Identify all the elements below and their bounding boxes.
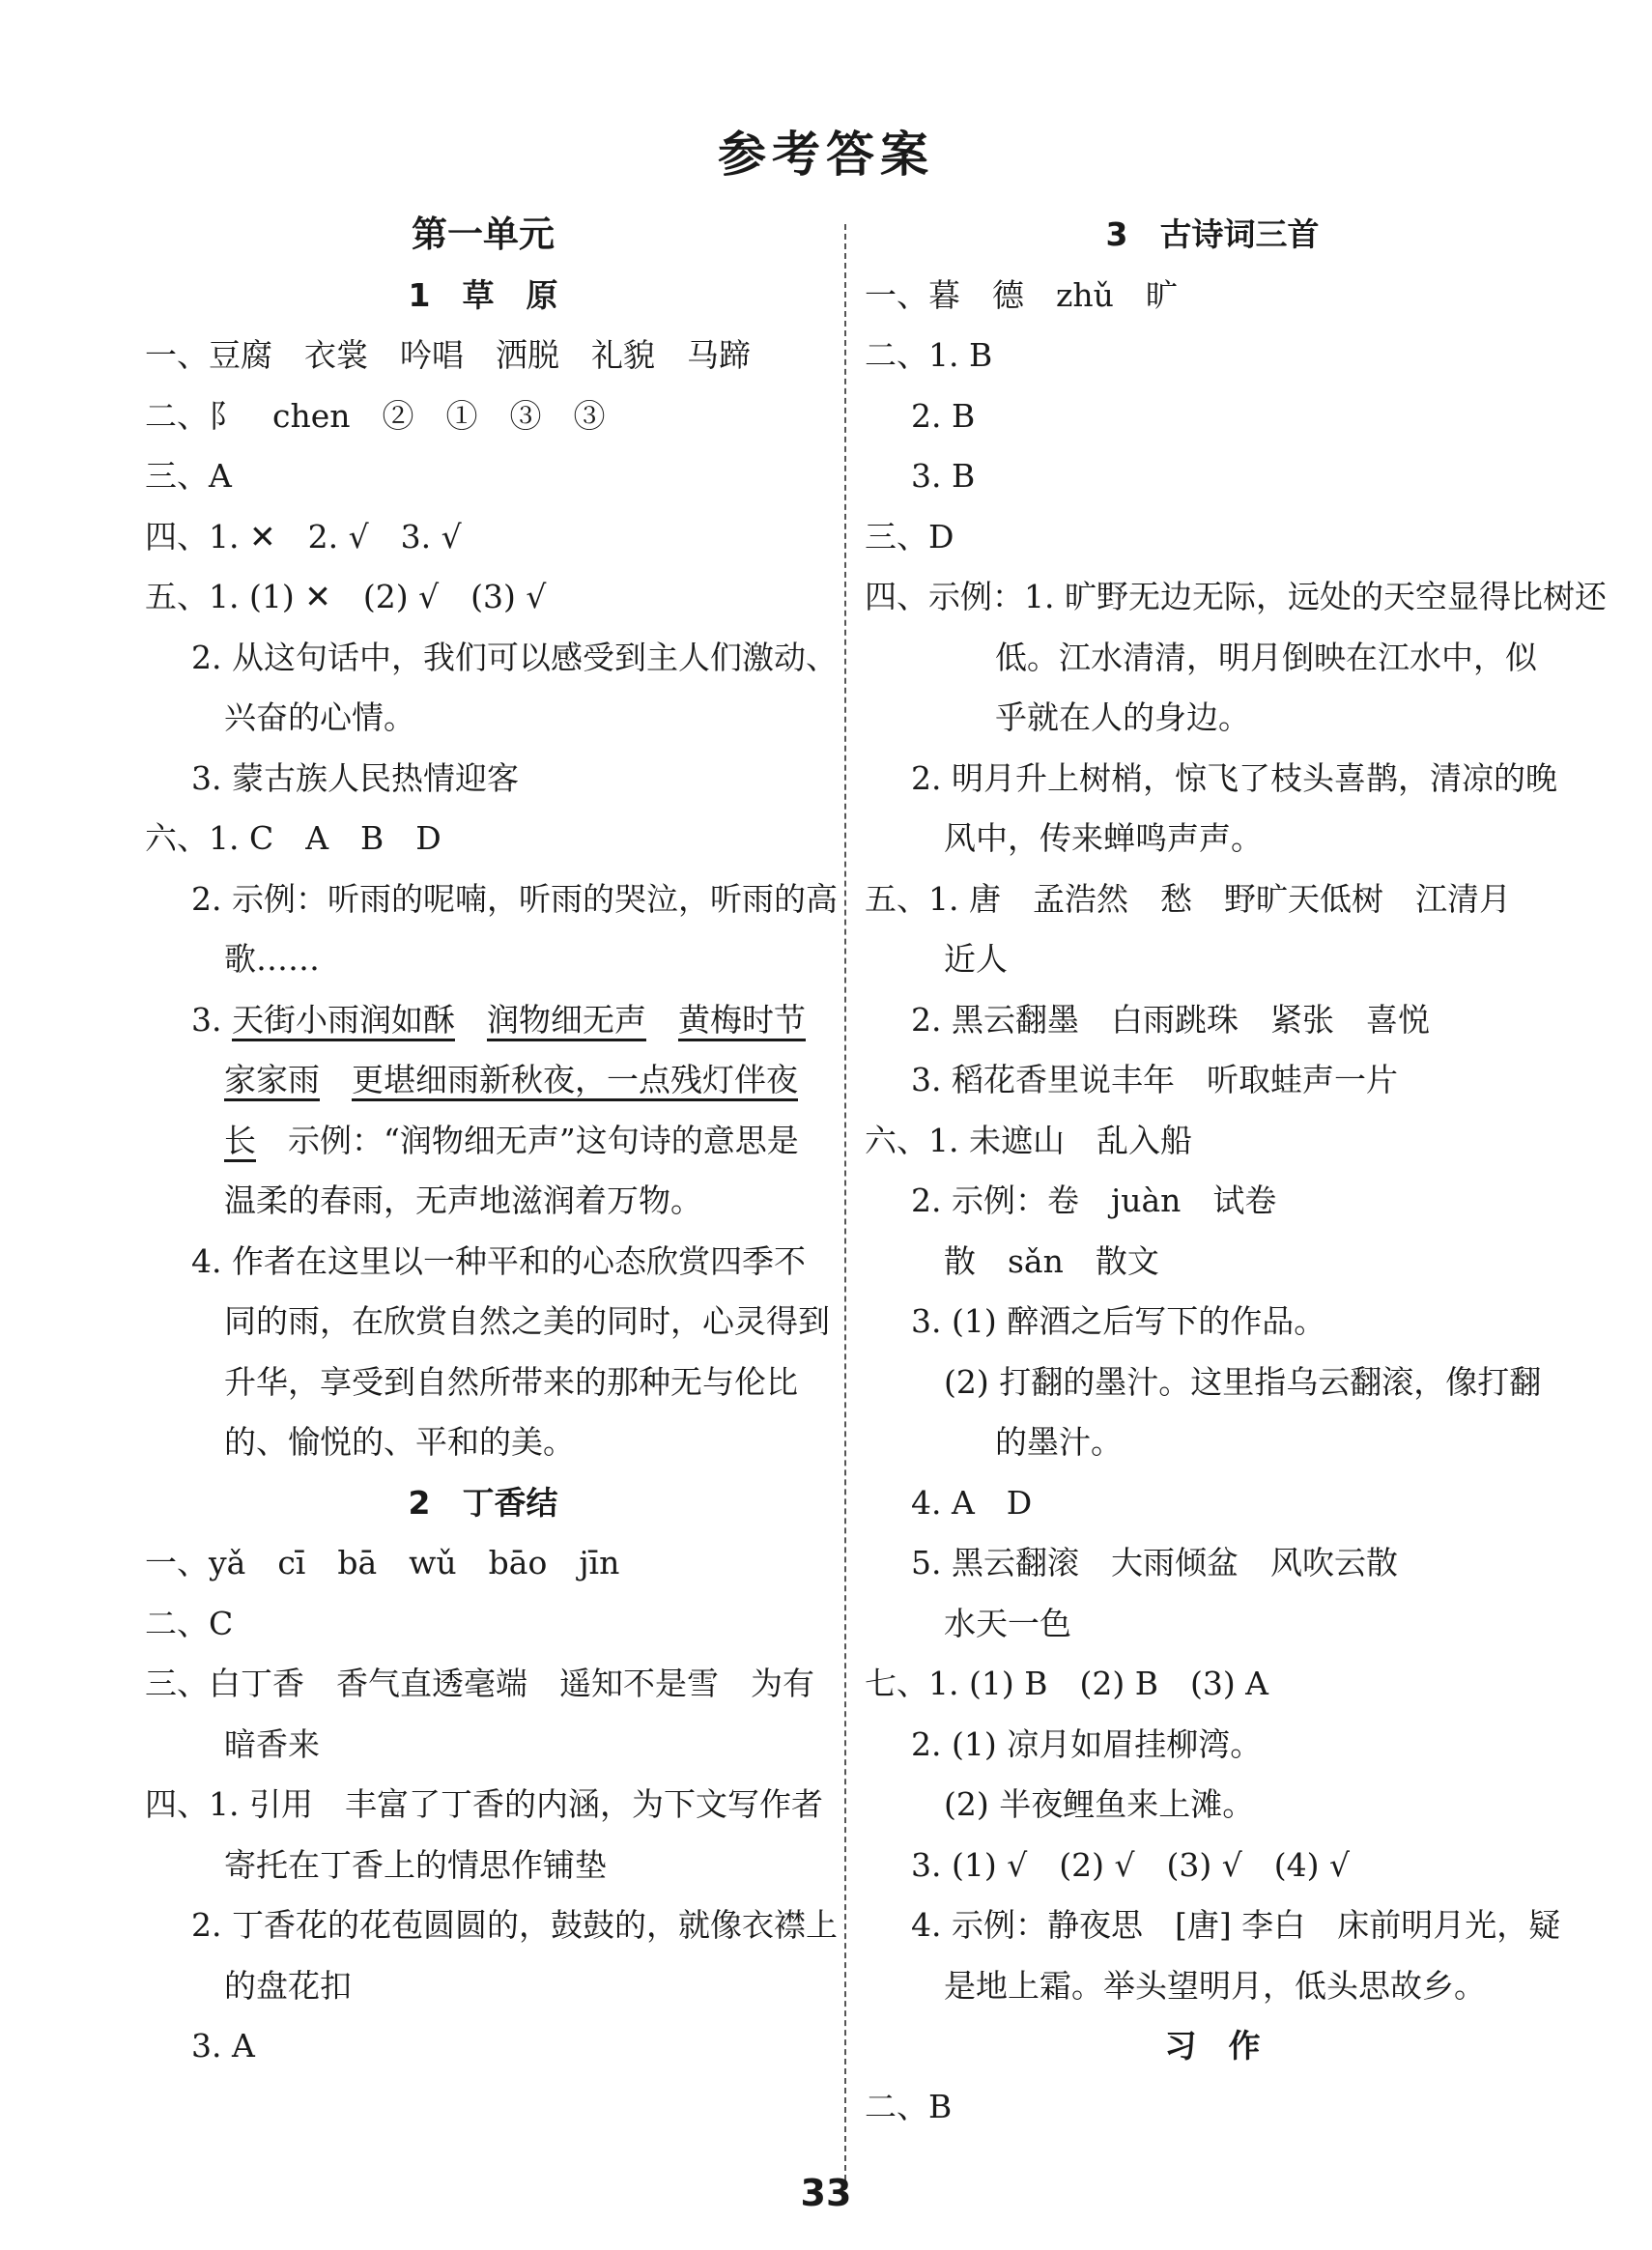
- lesson-heading: 习 作: [1164, 2027, 1261, 2065]
- answer-line: 四、1. ✕ 2. √ 3. √: [145, 517, 462, 555]
- answer-line: 三、白丁香 香气直透毫端 遥知不是雪 为有: [145, 1665, 814, 1702]
- answer-line: 的、愉悦的、平和的美。: [224, 1423, 575, 1461]
- underlined-answer: 天街小雨润如酥: [231, 1000, 455, 1039]
- answer-line: 六、1. C A B D: [145, 819, 441, 857]
- answer-line: 风中，传来蝉鸣声声。: [944, 819, 1263, 857]
- answer-line: [145, 1050, 821, 1111]
- underlined-answer: 更堪细雨新秋夜，一点残灯伴夜: [352, 1061, 798, 1098]
- answer-line: 3. B: [911, 457, 976, 495]
- lesson-heading: 2 丁香结: [408, 1483, 558, 1522]
- answer-line: 七、1. (1) B (2) B (3) A: [865, 1665, 1269, 1702]
- answer-line: 2. 示例：听雨的呢喃，听雨的哭泣，听雨的高: [191, 879, 838, 918]
- answer-line: (2) 半夜鲤鱼来上滩。: [944, 1785, 1255, 1823]
- answer-text: 示例：“润物细无声”这句诗的意思是: [256, 1121, 799, 1159]
- unit-heading: 第一单元: [412, 214, 555, 255]
- answer-line: 温柔的春雨，无声地滋润着万物。: [224, 1182, 702, 1219]
- answer-line: 2. B: [911, 396, 976, 435]
- answer-line: 寄托在丁香上的情思作铺垫: [224, 1845, 607, 1884]
- answer-line: 暗香来: [224, 1724, 320, 1763]
- answer-line: 四、1. 引用 丰富了丁香的内涵，为下文写作者: [145, 1785, 823, 1823]
- answer-line: (2) 打翻的墨汁。这里指乌云翻滚，像打翻: [944, 1362, 1542, 1401]
- answer-line: 二、C: [145, 1604, 234, 1642]
- answer-line: 散 sǎn 散文: [944, 1241, 1159, 1280]
- underlined-answer: 长: [224, 1121, 256, 1159]
- left-column: [145, 205, 838, 2077]
- answer-line: 4. 示例：静夜思 [唐] 李白 床前明月光，疑: [911, 1906, 1561, 1944]
- underlined-answer: 家家雨: [224, 1061, 320, 1098]
- page-number: 33: [800, 2172, 852, 2214]
- answer-line: 4. A D: [911, 1483, 1033, 1522]
- right-column: [865, 205, 1607, 2137]
- item-number: 3.: [191, 1000, 232, 1039]
- answer-line: 兴奋的心情。: [224, 698, 415, 736]
- answer-line: 歌……: [224, 940, 320, 978]
- answer-line: 二、1. B: [865, 336, 993, 374]
- underlined-answer: 黄梅时节: [677, 1000, 806, 1039]
- answer-line: 一、豆腐 衣裳 吟唱 洒脱 礼貌 马蹄: [145, 336, 751, 374]
- answer-line: 2. 从这句话中，我们可以感受到主人们激动、: [191, 638, 838, 676]
- answer-line: 4. 作者在这里以一种平和的心态欣赏四季不: [191, 1241, 806, 1280]
- answer-line: 3. 稻花香里说丰年 听取蛙声一片: [911, 1061, 1398, 1098]
- answer-line: 升华，享受到自然所带来的那种无与伦比: [224, 1362, 798, 1401]
- answer-line: 三、D: [865, 517, 954, 555]
- answer-line: 是地上霜。举头望明月，低头思故乡。: [944, 1966, 1486, 2005]
- answer-line: 3. (1) 醉酒之后写下的作品。: [911, 1302, 1326, 1340]
- answer-line: 水天一色: [944, 1604, 1071, 1642]
- answer-line: [145, 990, 821, 1051]
- answer-line: 同的雨，在欣赏自然之美的同时，心灵得到: [224, 1302, 830, 1340]
- answer-line: 的墨汁。: [995, 1423, 1123, 1461]
- column-divider: [844, 224, 846, 2180]
- answer-line: 一、yǎ cī bā wǔ bāo jīn: [145, 1544, 620, 1581]
- answer-line: 四、示例：1. 旷野无边无际，远处的天空显得比树还: [865, 578, 1607, 615]
- answer-line: 2. 示例：卷 juàn 试卷: [911, 1182, 1277, 1219]
- lesson-heading: 1 草 原: [408, 275, 558, 314]
- answer-line: 的盘花扣: [224, 1966, 352, 2005]
- answer-line: 二、B: [865, 2087, 953, 2125]
- answer-line: 乎就在人的身边。: [995, 698, 1250, 736]
- answer-line: 六、1. 未遮山 乱入船: [865, 1121, 1192, 1159]
- answer-line: [145, 1111, 821, 1172]
- answer-line: 二、阝 chen ② ① ③ ③: [145, 396, 606, 435]
- answer-line: 一、暮 德 zhǔ 旷: [865, 275, 1178, 314]
- answer-line: 3. A: [191, 2027, 255, 2065]
- answer-line: 三、A: [145, 457, 232, 495]
- answer-line: 五、1. (1) ✕ (2) √ (3) √: [145, 578, 547, 615]
- answer-line: 五、1. 唐 孟浩然 愁 野旷天低树 江清月: [865, 879, 1511, 918]
- answer-line: 5. 黑云翻滚 大雨倾盆 风吹云散: [911, 1544, 1398, 1581]
- page-title: 参考答案: [718, 127, 934, 183]
- answer-line: 2. 黑云翻墨 白雨跳珠 紧张 喜悦: [911, 1000, 1430, 1039]
- lesson-heading: 3 古诗词三首: [1105, 215, 1320, 253]
- answer-line: 2. (1) 凉月如眉挂柳湾。: [911, 1724, 1263, 1763]
- answer-line: 2. 明月升上树梢，惊飞了枝头喜鹊，清凉的晚: [911, 758, 1557, 797]
- answer-line: 3. 蒙古族人民热情迎客: [191, 758, 519, 797]
- answer-line: 低。江水清清，明月倒映在江水中，似: [995, 638, 1537, 676]
- underlined-answer: 润物细无声: [486, 1000, 646, 1039]
- answer-line: 2. 丁香花的花苞圆圆的，鼓鼓的，就像衣襟上: [191, 1906, 838, 1944]
- answer-line: 近人: [944, 940, 1008, 978]
- answer-line: 3. (1) √ (2) √ (3) √ (4) √: [911, 1845, 1351, 1884]
